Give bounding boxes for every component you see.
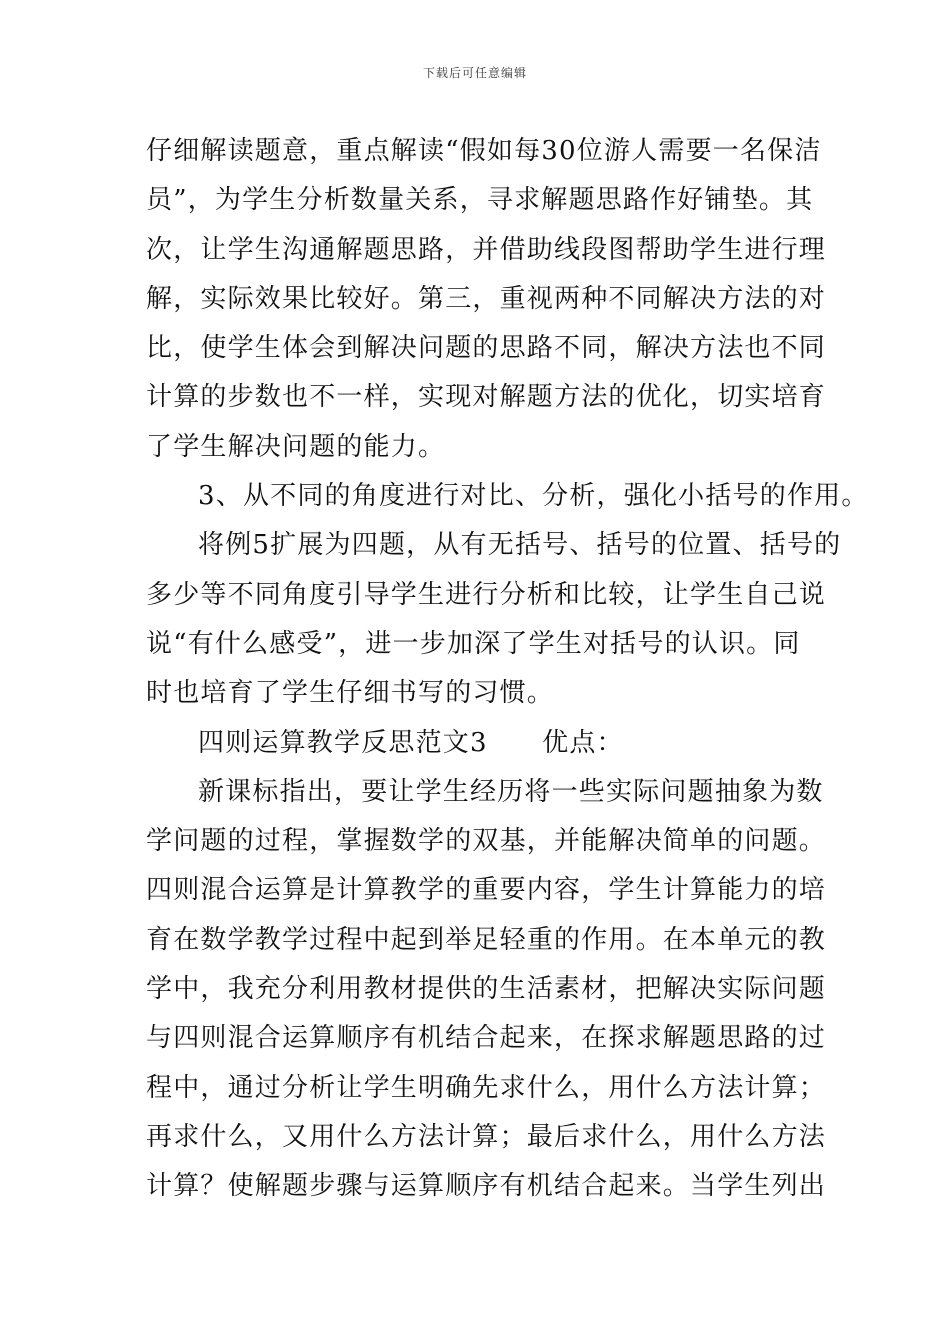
text-line: 仔细解读题意，重点解读“假如每30位游人需要一名保洁 [146, 136, 822, 166]
text-line: 比，使学生体会到解决问题的思路不同，解决方法也不同 [146, 333, 827, 364]
body-text [146, 127, 869, 1212]
text-line: 将例5扩展为四题，从有无括号、括号的位置、括号的 [198, 530, 842, 561]
section-title: 四则运算教学反思范文3 优点： [198, 727, 624, 758]
text-line: 时也培育了学生仔细书写的习惯。 [146, 678, 555, 709]
text-line: 员”，为学生分析数量关系，寻求解题思路作好铺垫。其 [146, 185, 814, 216]
text-line: 说“有什么感受”，进一步加深了学生对括号的认识。同 [146, 628, 801, 659]
text-line: 学中，我充分利用教材提供的生活素材，把解决实际问题 [146, 974, 827, 1005]
text-line: 解，实际效果比较好。第三，重视两种不同解决方法的对 [146, 283, 827, 314]
page-header-note: 下载后可任意编辑 [422, 66, 527, 80]
text-line: 多少等不同角度引导学生进行分析和比较，让学生自己说 [146, 579, 827, 610]
text-line: 了学生解决问题的能力。 [146, 431, 446, 462]
text-line: 新课标指出，要让学生经历将一些实际问题抽象为数 [198, 776, 824, 807]
text-line: 程中，通过分析让学生明确先求什么，用什么方法计算； [146, 1072, 827, 1103]
text-line: 与四则混合运算顺序有机结合起来，在探求解题思路的过 [146, 1023, 827, 1054]
text-line: 学问题的过程，掌握数学的双基，并能解决简单的问题。 [146, 826, 827, 857]
paragraph-heading: 3、从不同的角度进行对比、分析，强化小括号的作用。 [198, 481, 869, 512]
text-line: 再求什么，又用什么方法计算；最后求什么，用什么方法 [146, 1121, 827, 1152]
text-line: 计算的步数也不一样，实现对解题方法的优化，切实培育 [146, 382, 827, 413]
text-line: 次，让学生沟通解题思路，并借助线段图帮助学生进行理 [146, 234, 827, 265]
text-line: 四则混合运算是计算教学的重要内容，学生计算能力的培 [146, 875, 827, 906]
text-line: 计算？使解题步骤与运算顺序有机结合起来。当学生列出 [146, 1171, 827, 1202]
text-line: 育在数学教学过程中起到举足轻重的作用。在本单元的教 [146, 924, 827, 955]
